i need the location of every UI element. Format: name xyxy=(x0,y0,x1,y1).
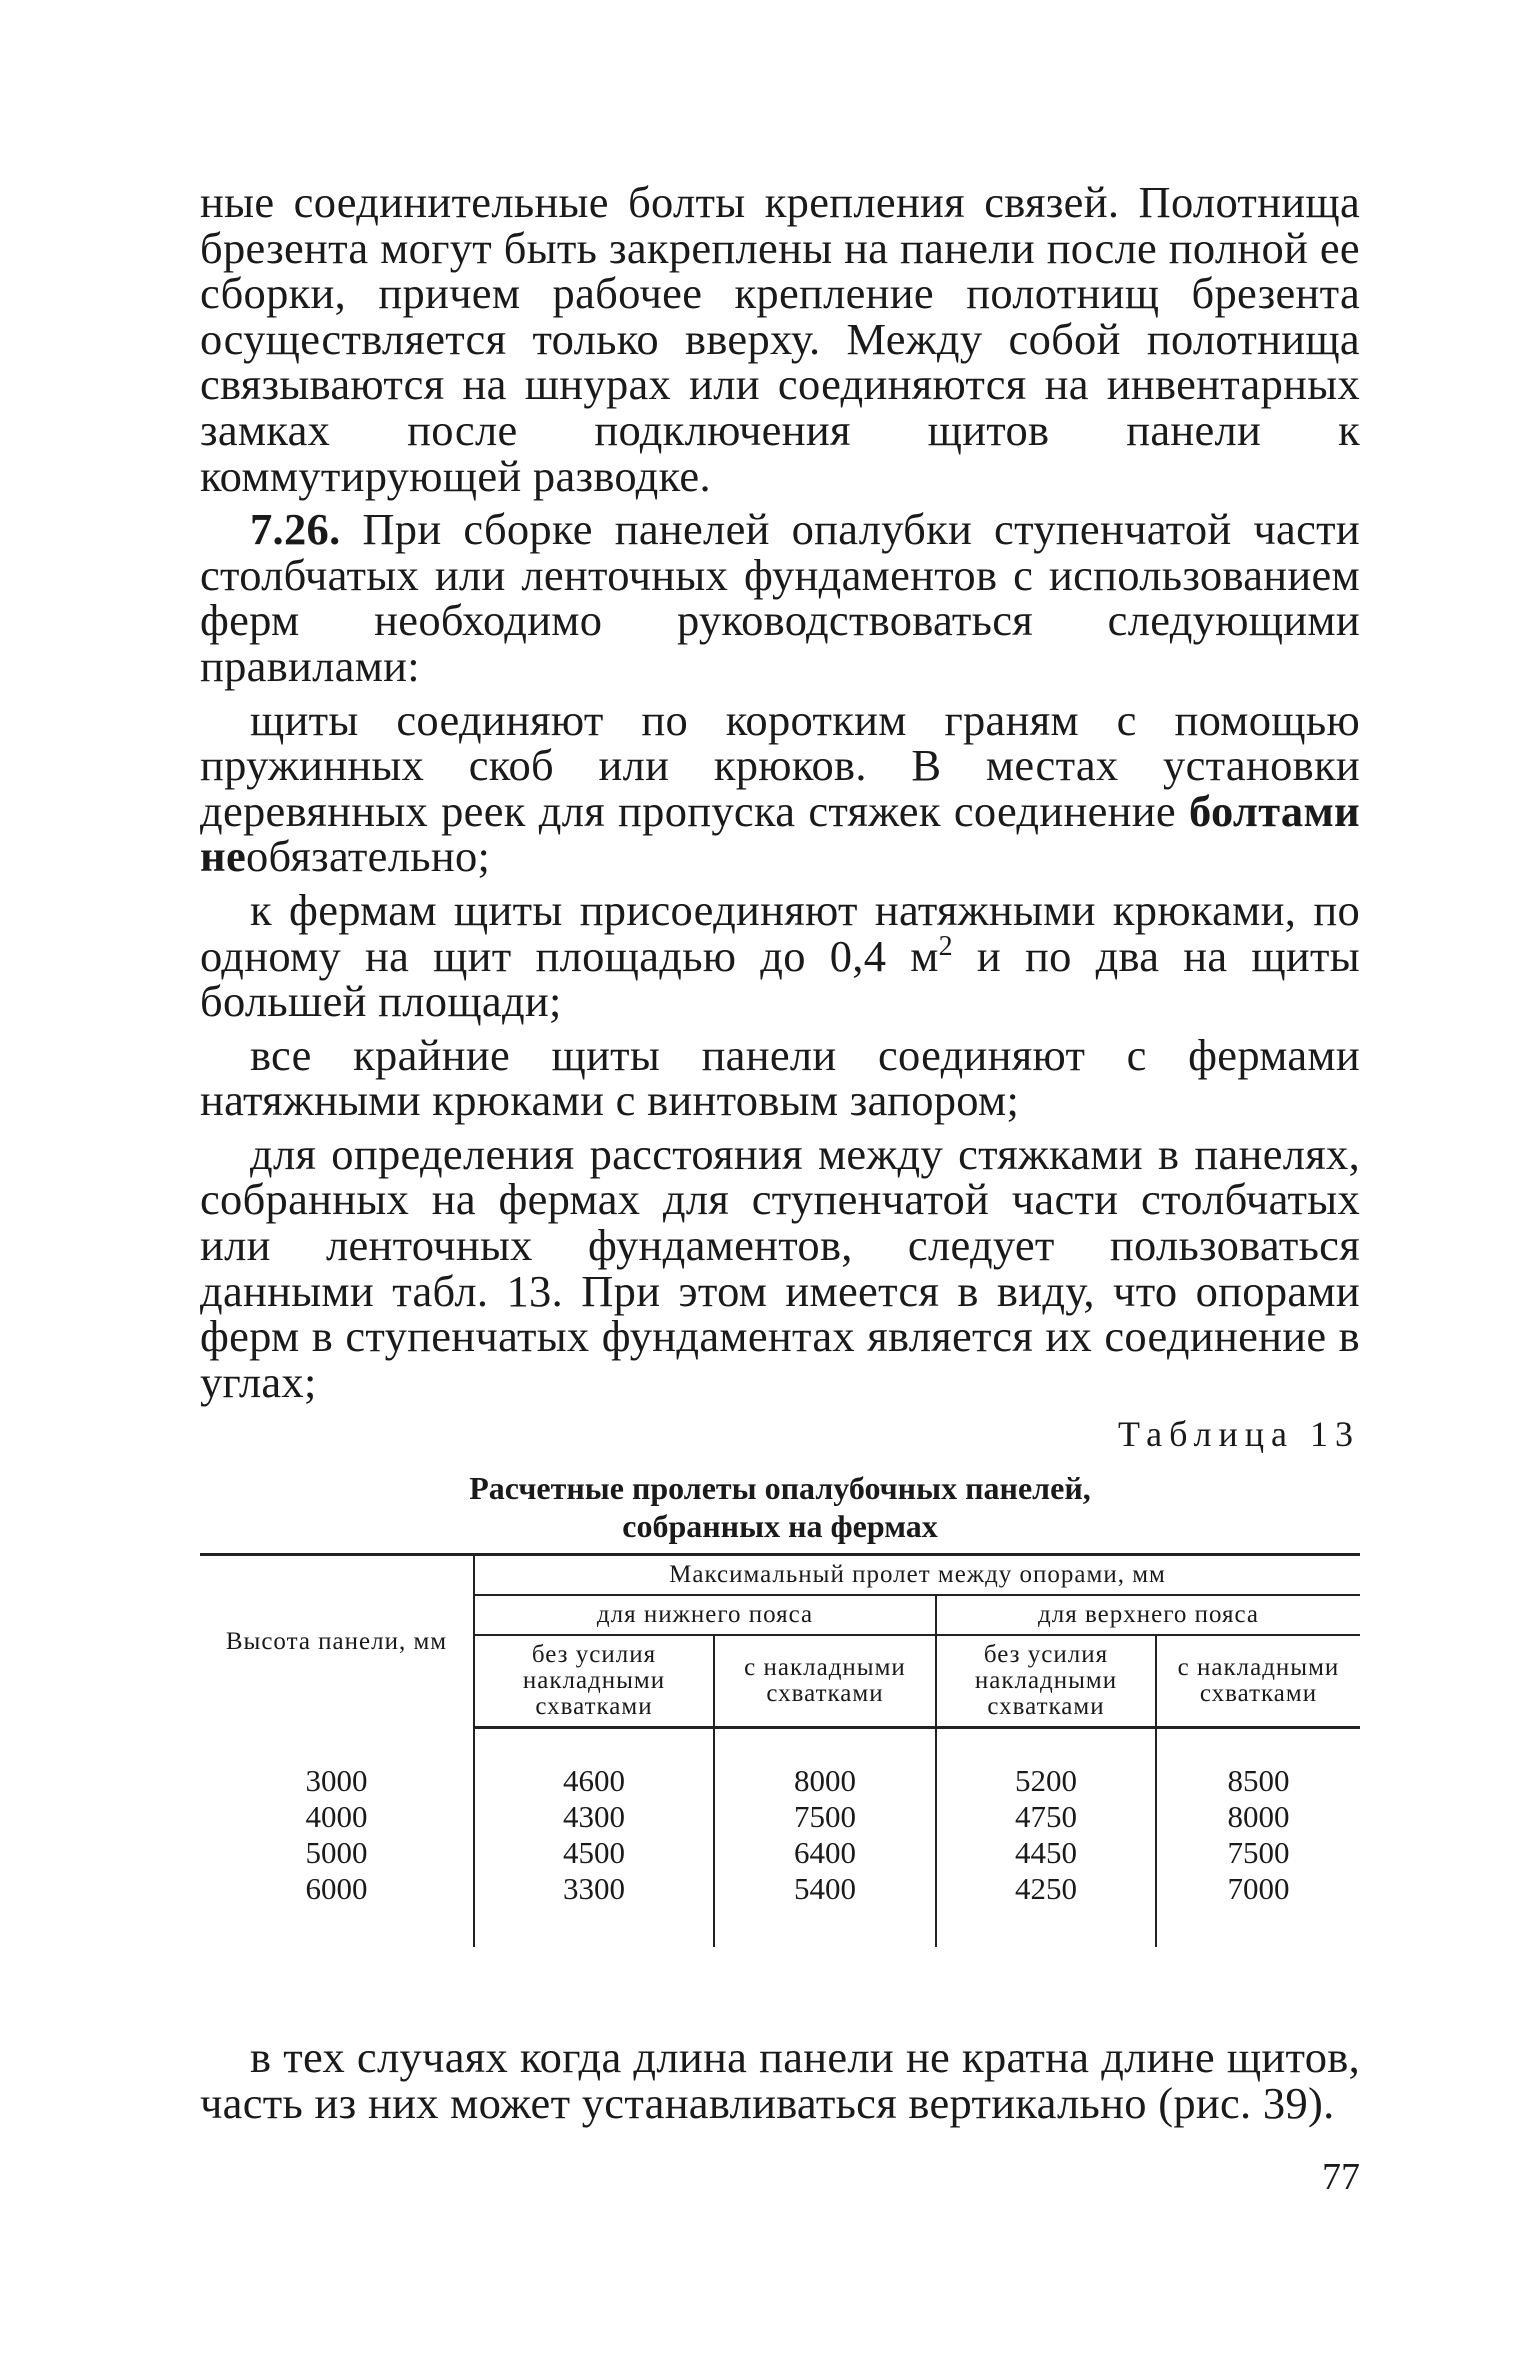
header-lower-chord: для нижнего пояса xyxy=(474,1595,936,1635)
rule-joining-text-end: обязательно; xyxy=(246,831,491,882)
cell-upper-with: 8000 xyxy=(1156,1799,1360,1835)
table-row xyxy=(200,1835,1360,1871)
spans-table xyxy=(200,1553,1360,1947)
rule-hooks-text-start: к фермам щиты присоединяют натяжными крюками, по одному на щит площадью до 0,4 м xyxy=(200,884,1360,981)
cell-height: 3000 xyxy=(305,1762,368,1798)
paragraph-7-26-text: При сборке панелей опалубки ступенчатой части столбчатых или ленточных фундаментов с использованием ферм необходимо руководствоваться следующими правилами: xyxy=(200,504,1360,691)
cell-upper-with: 8500 xyxy=(1156,1728,1360,1800)
rule-joining-bold: болтами не xyxy=(200,785,1360,882)
cell-lower-without: 4500 xyxy=(474,1835,714,1871)
page-number: 77 xyxy=(1322,2156,1360,2198)
cell-height: 6000 xyxy=(305,1871,368,1907)
header-lower-with: с накладными схватками xyxy=(714,1635,936,1728)
rule-hooks-superscript: 2 xyxy=(938,930,953,962)
cell-lower-without: 4300 xyxy=(474,1799,714,1835)
header-upper-without: без усилия накладными схватками xyxy=(936,1635,1156,1728)
table-row xyxy=(200,1728,1360,1800)
table-caption xyxy=(200,1469,1360,1545)
table-row xyxy=(200,1871,1360,1947)
cell-lower-with: 7500 xyxy=(714,1799,936,1835)
header-panel-height: Высота панели, мм xyxy=(200,1555,474,1728)
rule-joining-text-start: щиты соединяют по коротким граням с помощью пружинных скоб или крюков. В местах установки деревянных реек для пропуска стяжек соединение xyxy=(200,694,1360,836)
cell-lower-without: 4600 xyxy=(474,1728,714,1800)
table-caption-line-1: Расчетные пролеты опалубочных панелей, xyxy=(469,1470,1091,1507)
clause-number: 7.26. xyxy=(250,504,341,555)
cell-upper-without: 4250 xyxy=(936,1871,1156,1947)
table-row xyxy=(200,1799,1360,1835)
table-caption-line-2: собранных на фермах xyxy=(622,1508,938,1545)
cell-lower-with: 8000 xyxy=(714,1728,936,1800)
header-upper-with: с накладными схватками xyxy=(1156,1635,1360,1728)
cell-lower-with: 6400 xyxy=(714,1835,936,1871)
table-label: Таблица 13 xyxy=(1118,1414,1360,1455)
header-upper-chord: для верхнего пояса xyxy=(936,1595,1360,1635)
rule-tie-distance: для определения расстояния между стяжками в панелях, собранных на фермах для ступенчатой части столбчатых или ленточных фундаментов, следует пользоваться данными табл. 13. При этом имеется в виду, что опорами ферм в ступенчатых фундаментах является их соединение в углах; xyxy=(200,1128,1360,1407)
cell-height: 5000 xyxy=(305,1835,368,1871)
cell-upper-with: 7500 xyxy=(1156,1835,1360,1871)
cell-upper-without: 5200 xyxy=(936,1728,1156,1800)
cell-height: 4000 xyxy=(305,1799,368,1835)
cell-upper-without: 4750 xyxy=(936,1799,1156,1835)
cell-lower-with: 5400 xyxy=(714,1871,936,1947)
rule-joining-shields xyxy=(200,694,1360,882)
rule-edge-shields: все крайние щиты панели соединяют с фермами натяжными крюками с винтовым запором; xyxy=(200,1029,1360,1126)
rule-hooks xyxy=(200,884,1360,1027)
cell-upper-without: 4450 xyxy=(936,1835,1156,1871)
paragraph-7-26 xyxy=(200,504,1360,691)
cell-upper-with: 7000 xyxy=(1156,1871,1360,1947)
page-body xyxy=(200,177,1360,2135)
rule-hooks-text-end: и по два на щиты большей площади; xyxy=(200,930,1360,1027)
header-lower-without: без усилия накладными схватками xyxy=(474,1635,714,1728)
paragraph-vertical-shields: в тех случаях когда длина панели не кратна длине щитов, часть из них может устанавливаться вертикально (рис. 39). xyxy=(200,2032,1360,2129)
cell-lower-without: 3300 xyxy=(474,1871,714,1947)
header-max-span: Максимальный пролет между опорами, мм xyxy=(474,1555,1360,1596)
paragraph-bolts: ные соединительные болты крепления связей. Полотнища брезента могут быть закреплены на панели после полной ее сборки, причем рабочее крепление полотнищ брезента осуществляется только вверху. Между собой полотнища связываются на шнурах или соединяются на инвентарных замках после подключения щитов панели к коммутирующей разводке. xyxy=(200,177,1360,501)
